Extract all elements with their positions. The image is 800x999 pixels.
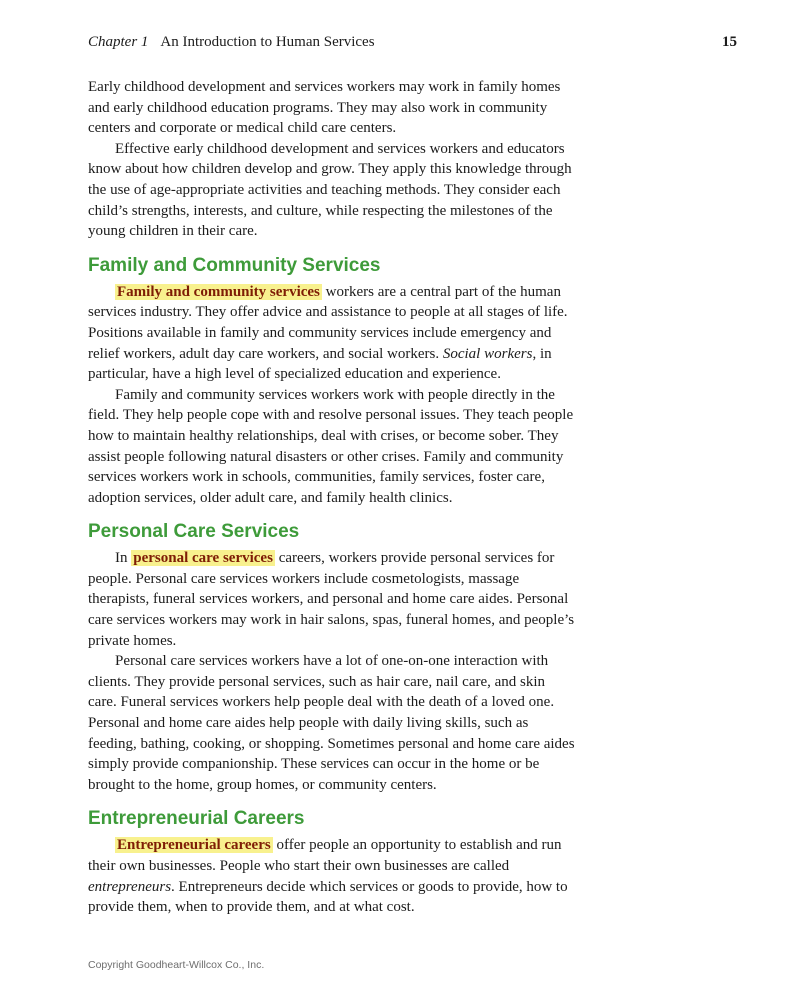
paragraph-text: workers are a central part of the human services industry. They offer advice and assistance to people at all stages of life. Positions available in family and community services include emergency and relief workers, adult day care workers, and social workers. xyxy=(88,283,568,362)
paragraph-family-2: Family and community services workers work with people directly in the field. They help people cope with and resolve personal issues. They teach people how to maintain healthy relationships, deal with crises, or become sober. They assist people following natural disasters or other crises. Family and community services workers work in schools, communities, family services, foster care, adoption services, older adult care, and family health clinics. xyxy=(88,386,574,506)
running-head-left xyxy=(88,34,375,51)
key-term-personal-care-services: personal care services xyxy=(133,550,273,567)
paragraph-text: In xyxy=(115,550,132,567)
section-heading-entrepreneurial: Entrepreneurial Careers xyxy=(88,808,305,830)
text-column xyxy=(88,77,577,918)
italic-term-social-workers: Social workers xyxy=(442,345,533,362)
paragraph-text: , in particular, have a high level of specialized education and experience. xyxy=(88,345,552,383)
copyright-line: Copyright Goodheart-Willcox Co., Inc. xyxy=(88,959,265,971)
paragraph-text: . Entrepreneurs decide which services or goods to provide, how to provide them, when to provide them, and at what cost. xyxy=(88,878,568,916)
key-term-entrepreneurial-careers: Entrepreneurial careers xyxy=(117,837,271,854)
paragraph-entrepreneurial-1 xyxy=(88,835,577,917)
italic-term-entrepreneurs: entrepreneurs xyxy=(88,878,172,895)
paragraph-text: careers, workers provide personal services for people. Personal care services workers include cosmetologists, massage therapists, funeral services workers, and personal and home care aides. Personal care services workers may work in hair salons, spas, funeral homes, and people’s private homes. xyxy=(88,550,575,649)
running-head xyxy=(88,34,737,51)
paragraph-personal-2: Personal care services workers have a lot of one-on-one interaction with clients. They provide personal services, such as hair care, nail care, and skin care. Funeral services workers help people deal with the death of a loved one. Personal and home care aides help people with daily living skills, such as feeding, bathing, cooking, or shopping. Sometimes personal and home care aides simply provide companionship. These services can occur in the home or be brought to the home, group homes, or community centers. xyxy=(88,653,575,793)
chapter-title: An Introduction to Human Services xyxy=(160,34,375,50)
chapter-label: Chapter 1 xyxy=(88,34,149,50)
paragraph-family-1 xyxy=(88,282,577,385)
page-number: 15 xyxy=(722,34,737,50)
paragraph-personal-1 xyxy=(88,548,577,651)
paragraph-intro-1: Early childhood development and services workers may work in family homes and early childhood education programs. They may also work in community centers and corporate or medical child care centers. xyxy=(88,79,561,137)
paragraph-intro-2: Effective early childhood development and services workers and educators know about how children develop and grow. They apply this knowledge through the use of age-appropriate activities and teaching methods. They consider each child’s strengths, interests, and culture, while respecting the milestones of the young children in their care. xyxy=(88,140,572,240)
section-heading-personal-care: Personal Care Services xyxy=(88,521,300,543)
paragraph-text: offer people an opportunity to establish and run their own businesses. People who start their own businesses are called xyxy=(88,837,562,874)
section-heading-family: Family and Community Services xyxy=(88,254,381,276)
key-term-family-services: Family and community services xyxy=(117,283,320,300)
